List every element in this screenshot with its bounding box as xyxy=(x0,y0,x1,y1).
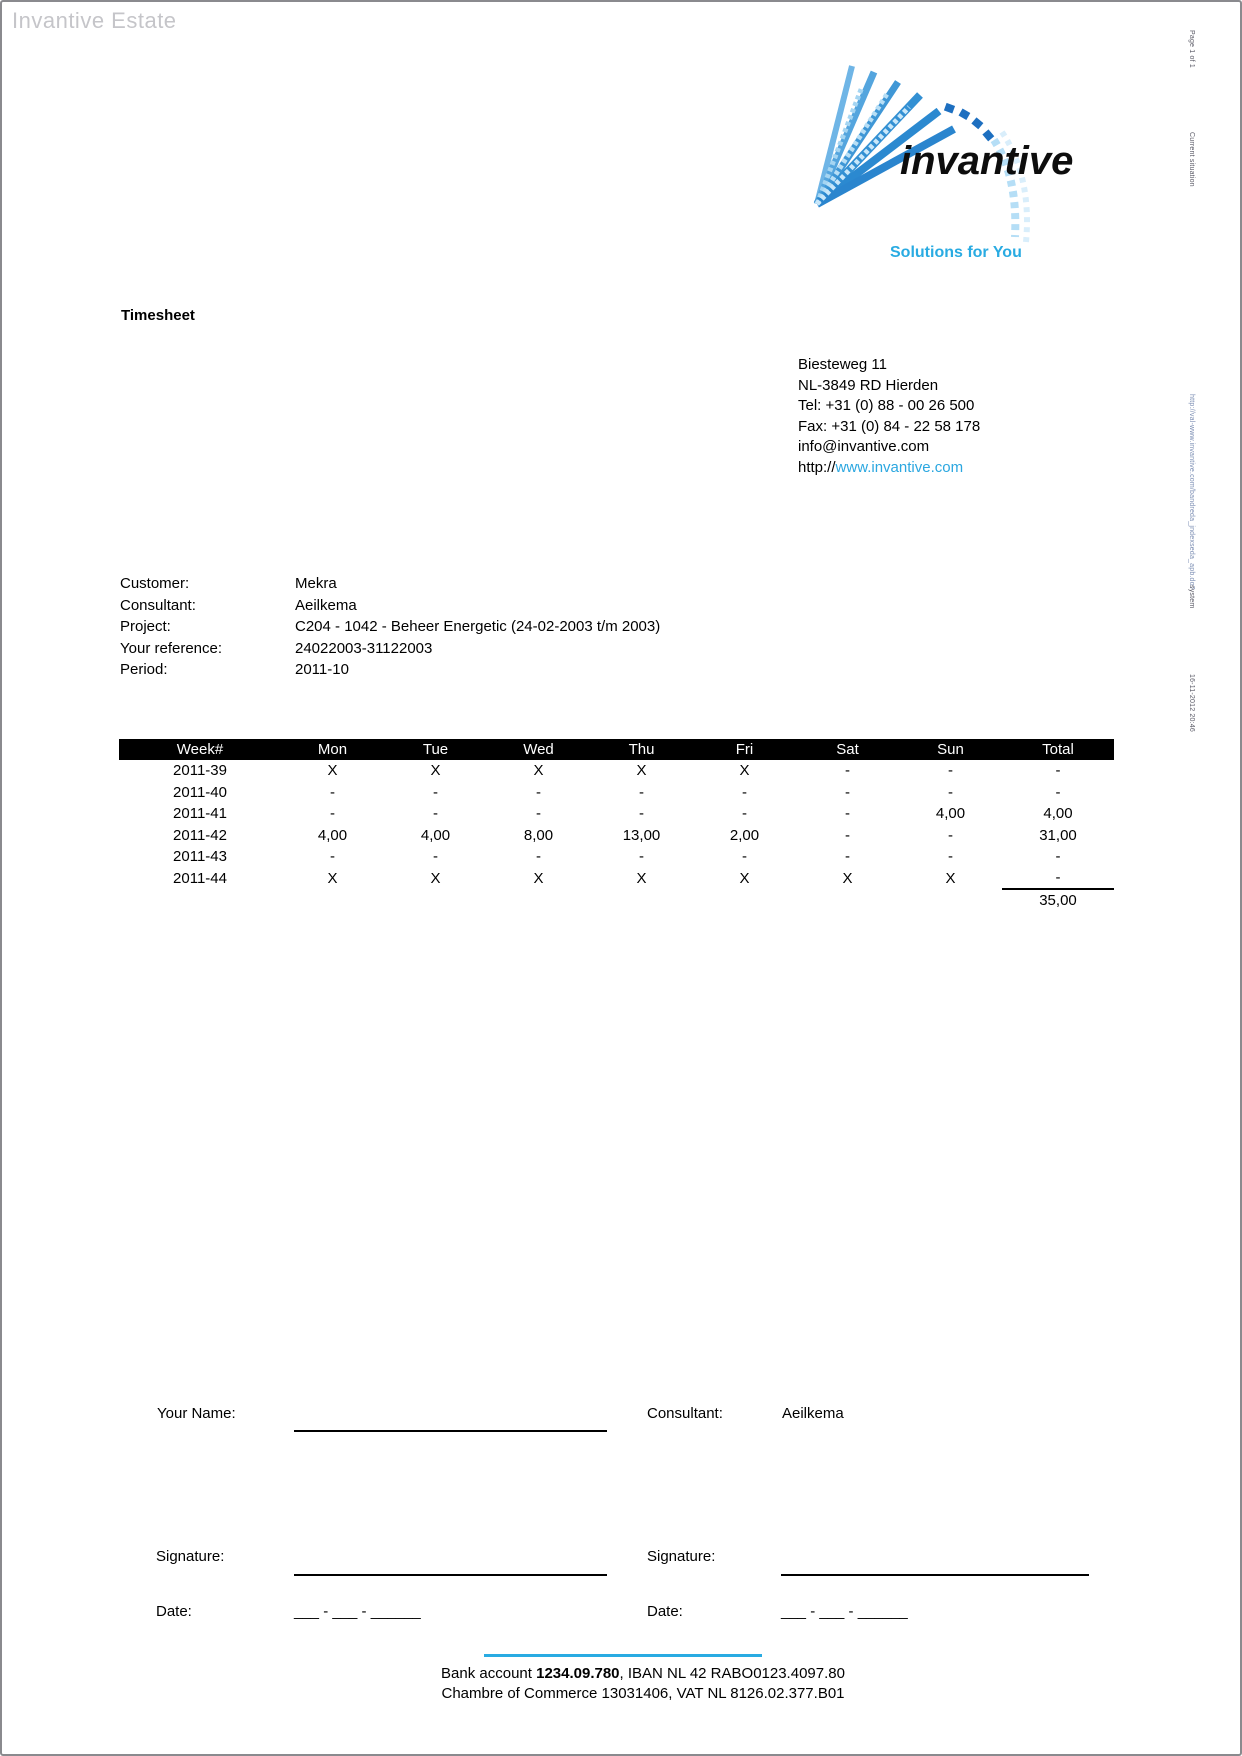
column-header: Week# xyxy=(119,739,281,760)
table-cell: X xyxy=(533,762,544,780)
table-cell: 2011-39 xyxy=(173,762,227,780)
column-header: Mon xyxy=(281,739,384,760)
table-cell: 8,00 xyxy=(523,826,554,844)
bank-account-number: 1234.09.780 xyxy=(536,1665,620,1682)
contact-block xyxy=(798,355,980,478)
table-row xyxy=(119,760,1114,782)
document-title: Timesheet xyxy=(121,307,195,324)
edge-report-name: Current situation xyxy=(1188,132,1195,187)
timesheet-body xyxy=(119,760,1114,889)
table-cell: 4,00 xyxy=(420,826,451,844)
table-cell: - xyxy=(845,848,850,866)
your-name-label: Your Name: xyxy=(157,1405,236,1422)
table-cell: 2,00 xyxy=(729,826,760,844)
timesheet-table xyxy=(119,739,1114,911)
table-cell: - xyxy=(948,826,953,844)
table-cell: - xyxy=(1055,762,1061,780)
detail-value: 24022003-31122003 xyxy=(295,639,433,657)
column-header: Total xyxy=(1002,739,1114,760)
table-cell: - xyxy=(639,848,644,866)
detail-value: Mekra xyxy=(295,575,337,592)
table-cell: 2011-40 xyxy=(173,783,227,801)
detail-row xyxy=(120,659,660,681)
email-line: info@invantive.com xyxy=(798,438,930,455)
consultant-label: Consultant: xyxy=(647,1405,723,1422)
table-cell: - xyxy=(639,805,644,823)
table-cell: - xyxy=(948,783,953,801)
table-cell: 2011-42 xyxy=(173,826,227,844)
date-label-left: Date: xyxy=(156,1603,192,1620)
fax-line: Fax: +31 (0) 84 - 22 58 178 xyxy=(798,417,981,435)
detail-row xyxy=(120,616,660,638)
edge-page-info: Page 1 of 1 xyxy=(1188,30,1195,69)
invantive-logo xyxy=(702,52,1132,272)
table-cell: - xyxy=(330,783,335,801)
table-cell: 4,00 xyxy=(317,826,348,844)
table-cell: - xyxy=(330,805,335,823)
table-cell: X xyxy=(636,762,647,780)
table-cell: 4,00 xyxy=(935,805,966,823)
table-cell: - xyxy=(433,805,438,823)
table-cell: 4,00 xyxy=(1043,805,1073,823)
table-cell: - xyxy=(948,762,953,780)
table-cell: - xyxy=(639,783,644,801)
signature-line-right xyxy=(781,1574,1089,1576)
table-cell: X xyxy=(739,762,750,780)
table-cell: X xyxy=(533,869,544,887)
bank-prefix: Bank account xyxy=(441,1665,537,1682)
detail-value: 2011-10 xyxy=(295,661,349,678)
table-cell: 2011-41 xyxy=(173,805,227,823)
logo-fan-icon xyxy=(702,52,1132,272)
grand-total-row xyxy=(119,889,1114,911)
table-cell: 13,00 xyxy=(622,826,661,844)
bank-line xyxy=(323,1664,963,1684)
detail-label: Period: xyxy=(120,661,168,678)
table-cell: - xyxy=(845,783,850,801)
table-cell: - xyxy=(433,783,438,801)
iban-text: , IBAN NL 42 RABO0123.4097.80 xyxy=(619,1665,845,1682)
table-cell: X xyxy=(636,869,647,887)
table-cell: 31,00 xyxy=(1039,826,1077,844)
edge-source-url: http://val-www.invantive.com/bandreda_jndexseda_apb.do? xyxy=(1188,394,1195,590)
table-cell: - xyxy=(536,783,541,801)
grand-total-spacer xyxy=(119,889,1002,911)
detail-value: Aeilkema xyxy=(295,596,357,614)
detail-label: Project: xyxy=(120,618,171,635)
app-title: Invantive Estate xyxy=(12,8,177,33)
logo-tagline: Solutions for You xyxy=(890,244,1022,261)
table-cell: - xyxy=(845,826,850,844)
table-cell: - xyxy=(1055,869,1061,887)
detail-row xyxy=(120,595,660,617)
table-cell: X xyxy=(945,869,956,887)
table-cell: - xyxy=(948,848,953,866)
website-line xyxy=(798,458,980,479)
table-cell: - xyxy=(330,848,335,866)
detail-label: Customer: xyxy=(120,575,190,592)
logo-brand-text: invantive xyxy=(900,139,1074,183)
timesheet-header-row xyxy=(119,739,1114,760)
detail-label: Consultant: xyxy=(120,596,196,614)
table-cell: 2011-43 xyxy=(173,848,227,866)
edge-user: system xyxy=(1188,585,1195,609)
date-label-right: Date: xyxy=(647,1603,683,1620)
table-cell: - xyxy=(1055,848,1061,866)
column-header: Sun xyxy=(899,739,1002,760)
table-cell: - xyxy=(536,848,541,866)
address-line-2: NL-3849 RD Hierden xyxy=(798,376,939,394)
column-header: Thu xyxy=(590,739,693,760)
table-cell: X xyxy=(327,762,338,780)
url-prefix: http:// xyxy=(798,458,836,476)
table-cell: - xyxy=(742,783,747,801)
website-link[interactable]: www.invantive.com xyxy=(835,458,964,476)
table-cell: - xyxy=(433,848,438,866)
footer-block xyxy=(323,1664,963,1703)
table-cell: 2011-44 xyxy=(173,869,227,887)
details-block xyxy=(120,573,660,681)
table-cell: X xyxy=(842,869,853,887)
consultant-value: Aeilkema xyxy=(782,1405,844,1422)
your-name-signature-line xyxy=(294,1430,607,1432)
table-cell: X xyxy=(430,762,441,780)
grand-total-value: 35,00 xyxy=(1002,889,1114,911)
signature-label-left: Signature: xyxy=(156,1548,225,1565)
date-placeholder-right: ___ - ___ - ______ xyxy=(781,1603,908,1620)
table-cell: - xyxy=(742,805,747,823)
table-row xyxy=(119,803,1114,825)
column-header: Tue xyxy=(384,739,487,760)
column-header: Fri xyxy=(693,739,796,760)
detail-row xyxy=(120,638,660,660)
detail-label: Your reference: xyxy=(120,639,223,657)
table-row xyxy=(119,846,1114,868)
table-cell: - xyxy=(1055,783,1061,801)
table-row xyxy=(119,868,1114,890)
signature-line-left xyxy=(294,1574,607,1576)
date-placeholder-left: ___ - ___ - ______ xyxy=(294,1603,421,1620)
table-cell: X xyxy=(327,869,338,887)
table-cell: X xyxy=(430,869,441,887)
table-cell: - xyxy=(845,805,850,823)
signature-label-right: Signature: xyxy=(647,1548,716,1565)
table-cell: - xyxy=(742,848,747,866)
table-cell: - xyxy=(536,805,541,823)
edge-printed-at: 16-11-2012 20:46 xyxy=(1188,674,1195,732)
registration-line: Chambre of Commerce 13031406, VAT NL 8126.02.377.B01 xyxy=(441,1684,845,1702)
column-header: Sat xyxy=(796,739,899,760)
phone-line: Tel: +31 (0) 88 - 00 26 500 xyxy=(798,397,975,414)
address-line-1: Biesteweg 11 xyxy=(798,356,887,373)
column-header: Wed xyxy=(487,739,590,760)
footer-accent-rule xyxy=(484,1654,762,1657)
table-row xyxy=(119,825,1114,847)
table-cell: - xyxy=(845,762,850,780)
table-row xyxy=(119,782,1114,804)
detail-value: C204 - 1042 - Beheer Energetic (24-02-2003 t/m 2003) xyxy=(295,618,661,635)
table-cell: X xyxy=(739,869,750,887)
detail-row xyxy=(120,573,660,595)
